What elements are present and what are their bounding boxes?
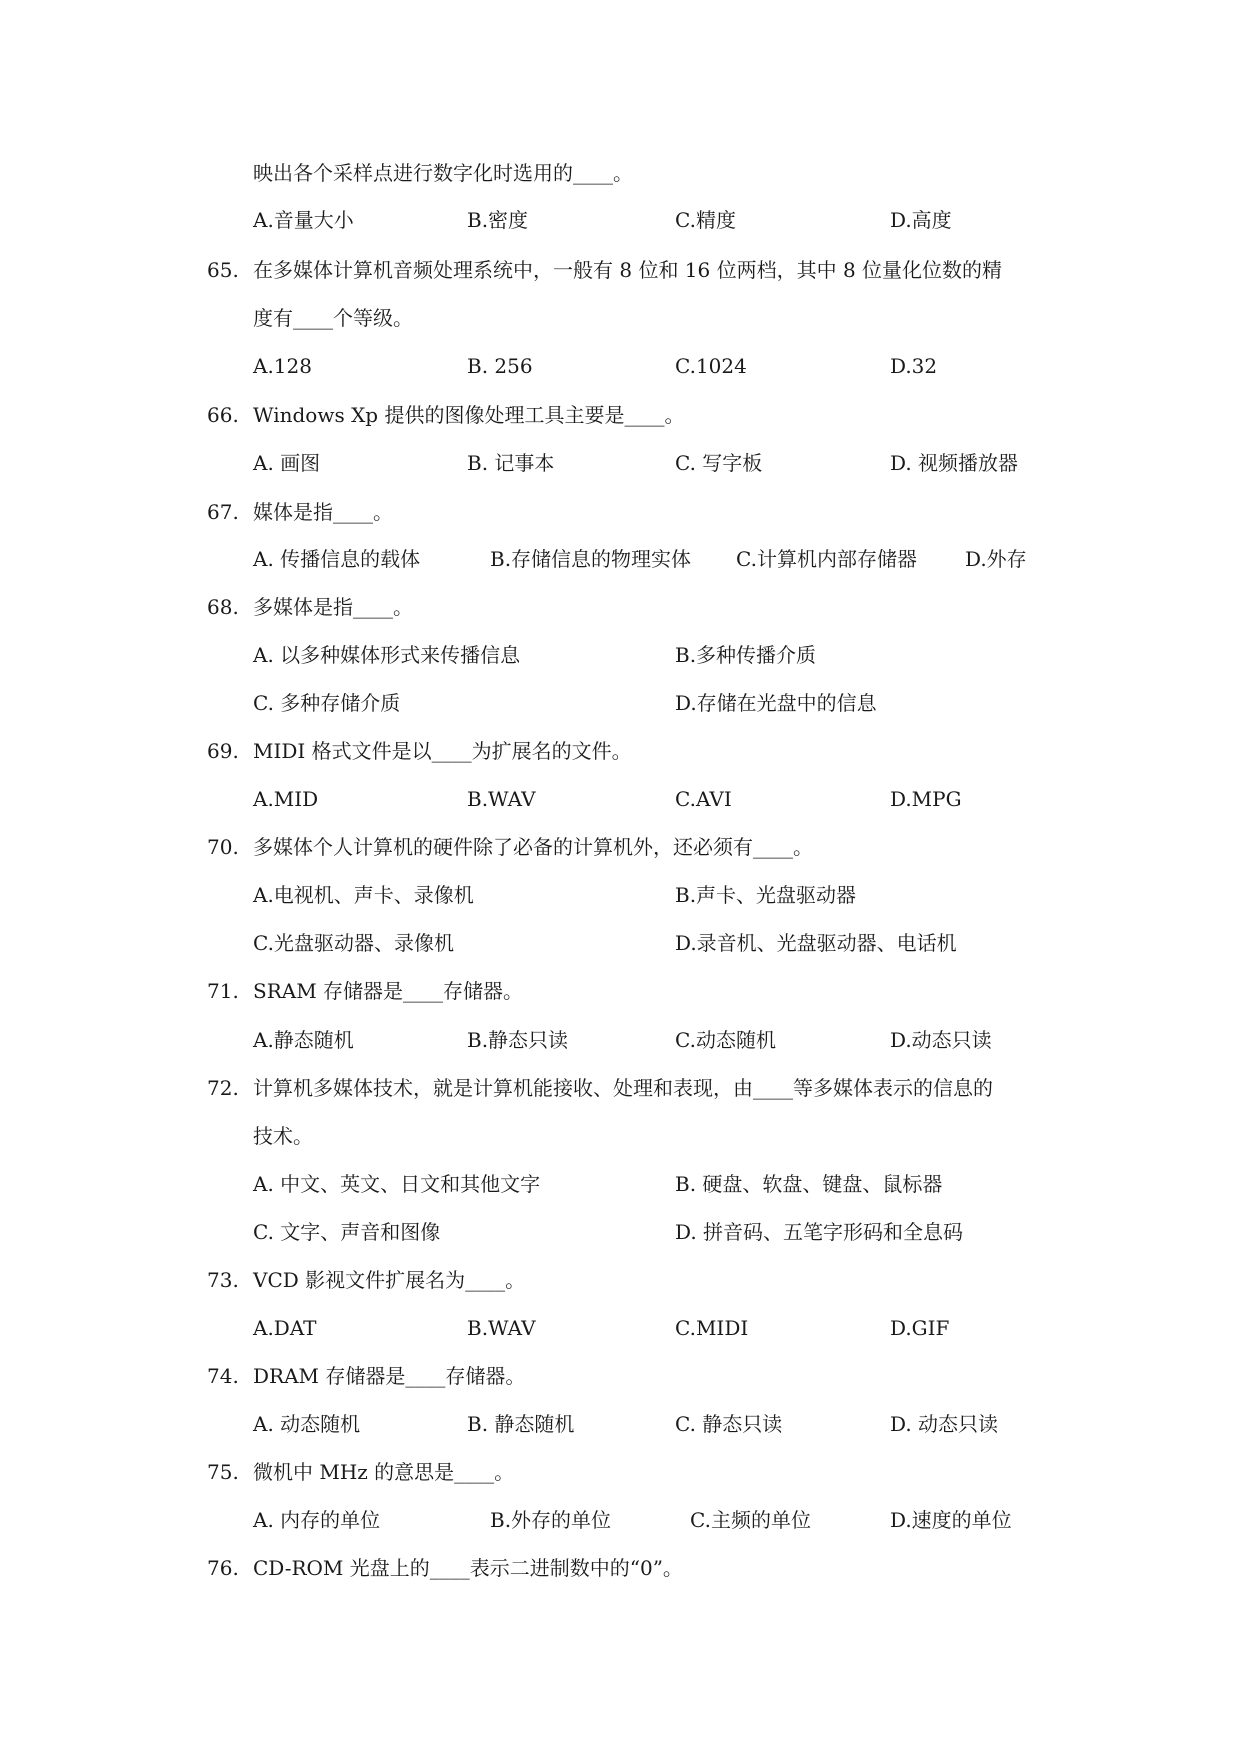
question-66: [0, 393, 1241, 437]
option-b: B. 256: [467, 354, 533, 378]
option-a: A.DAT: [253, 1316, 317, 1340]
question-number: 70.: [207, 835, 239, 859]
option-a: A.静态随机: [253, 1028, 354, 1052]
question-70: [0, 825, 1241, 869]
question-71: [0, 969, 1241, 1013]
question-74-options: [0, 1402, 1241, 1446]
question-68-options-row1: [0, 633, 1241, 677]
option-a: A.128: [253, 354, 312, 378]
option-b: B.多种传播介质: [675, 643, 817, 667]
question-number: 69.: [207, 739, 239, 763]
option-c: C.1024: [675, 354, 747, 378]
option-d: D. 动态只读: [890, 1412, 999, 1436]
option-b: B.静态只读: [467, 1028, 569, 1052]
question-70-options-row1: [0, 873, 1241, 917]
option-c: C.动态随机: [675, 1028, 776, 1052]
option-c: C.计算机内部存储器: [736, 547, 917, 571]
question-text: 映出各个采样点进行数字化时选用的____。: [253, 161, 633, 185]
question-text: DRAM 存储器是____存储器。: [253, 1364, 526, 1388]
question-number: 65.: [207, 258, 239, 282]
question-65-continuation: [0, 296, 1241, 340]
question-number: 73.: [207, 1268, 239, 1292]
option-b: B. 记事本: [467, 451, 555, 475]
option-b: B.密度: [467, 208, 529, 232]
option-c: C.主频的单位: [690, 1508, 811, 1532]
option-b: B. 静态随机: [467, 1412, 575, 1436]
question-text: 多媒体个人计算机的硬件除了必备的计算机外，还必须有____。: [253, 835, 813, 859]
option-b: B.WAV: [467, 1316, 536, 1340]
question-text: 多媒体是指____。: [253, 595, 413, 619]
question-68-options-row2: [0, 681, 1241, 725]
option-a: A.音量大小: [253, 208, 354, 232]
option-d: D.MPG: [890, 787, 962, 811]
question-text: 技术。: [253, 1124, 313, 1148]
option-c: C.光盘驱动器、录像机: [253, 931, 454, 955]
question-text: SRAM 存储器是____存储器。: [253, 979, 524, 1003]
option-c: C. 文字、声音和图像: [253, 1220, 441, 1244]
question-text: CD-ROM 光盘上的____表示二进制数中的“0”。: [253, 1556, 683, 1580]
option-c: C.MIDI: [675, 1316, 749, 1340]
question-text: 计算机多媒体技术，就是计算机能接收、处理和表现，由____等多媒体表示的信息的: [253, 1076, 993, 1100]
option-d: D.录音机、光盘驱动器、电话机: [675, 931, 957, 955]
question-72-options-row1: [0, 1162, 1241, 1206]
question-number: 74.: [207, 1364, 239, 1388]
question-number: 75.: [207, 1460, 239, 1484]
question-71-options: [0, 1018, 1241, 1062]
question-72-continuation: [0, 1114, 1241, 1158]
question-text: MIDI 格式文件是以____为扩展名的文件。: [253, 739, 632, 763]
question-number: 66.: [207, 403, 239, 427]
question-68: [0, 585, 1241, 629]
option-c: C. 多种存储介质: [253, 691, 401, 715]
option-d: D.速度的单位: [890, 1508, 1012, 1532]
option-d: D.高度: [890, 208, 952, 232]
option-a: A.MID: [253, 787, 319, 811]
option-a: A. 动态随机: [253, 1412, 361, 1436]
question-number: 76.: [207, 1556, 239, 1580]
option-b: B.存储信息的物理实体: [490, 547, 692, 571]
question-text: VCD 影视文件扩展名为____。: [253, 1268, 526, 1292]
question-69-options: [0, 777, 1241, 821]
option-d: D.动态只读: [890, 1028, 992, 1052]
question-number: 72.: [207, 1076, 239, 1100]
question-72-options-row2: [0, 1210, 1241, 1254]
option-c: C. 写字板: [675, 451, 763, 475]
question-76: [0, 1546, 1241, 1590]
option-a: A. 内存的单位: [253, 1508, 381, 1532]
question-75: [0, 1450, 1241, 1494]
question-72: [0, 1066, 1241, 1110]
question-64-continuation: [0, 151, 1241, 195]
option-b: B.声卡、光盘驱动器: [675, 883, 857, 907]
question-65: [0, 248, 1241, 292]
question-74: [0, 1354, 1241, 1398]
option-d: D.存储在光盘中的信息: [675, 691, 877, 715]
option-d: D.外存: [965, 547, 1027, 571]
option-b: B. 硬盘、软盘、键盘、鼠标器: [675, 1172, 943, 1196]
option-b: B.外存的单位: [490, 1508, 612, 1532]
question-73: [0, 1258, 1241, 1302]
question-text: 媒体是指____。: [253, 500, 393, 524]
option-d: D. 拼音码、五笔字形码和全息码: [675, 1220, 964, 1244]
option-a: A. 中文、英文、日文和其他文字: [253, 1172, 541, 1196]
question-number: 68.: [207, 595, 239, 619]
option-c: C.AVI: [675, 787, 732, 811]
question-number: 67.: [207, 500, 239, 524]
question-69: [0, 729, 1241, 773]
question-73-options: [0, 1306, 1241, 1350]
option-c: C.精度: [675, 208, 736, 232]
question-64-options: [0, 198, 1241, 242]
option-a: A. 以多种媒体形式来传播信息: [253, 643, 521, 667]
option-a: A. 传播信息的载体: [253, 547, 421, 571]
question-text: 在多媒体计算机音频处理系统中，一般有 8 位和 16 位两档，其中 8 位量化位数的精: [253, 258, 1003, 282]
question-67: [0, 490, 1241, 534]
option-d: D. 视频播放器: [890, 451, 1019, 475]
option-b: B.WAV: [467, 787, 536, 811]
question-66-options: [0, 441, 1241, 485]
option-a: A. 画图: [253, 451, 321, 475]
question-text: 微机中 MHz 的意思是____。: [253, 1460, 515, 1484]
option-d: D.GIF: [890, 1316, 950, 1340]
question-number: 71.: [207, 979, 239, 1003]
question-text: Windows Xp 提供的图像处理工具主要是____。: [253, 403, 685, 427]
option-a: A.电视机、声卡、录像机: [253, 883, 474, 907]
question-70-options-row2: [0, 921, 1241, 965]
option-d: D.32: [890, 354, 938, 378]
question-65-options: [0, 344, 1241, 388]
question-75-options: [0, 1498, 1241, 1542]
question-text: 度有____个等级。: [253, 306, 413, 330]
question-67-options: [0, 537, 1241, 581]
option-c: C. 静态只读: [675, 1412, 783, 1436]
